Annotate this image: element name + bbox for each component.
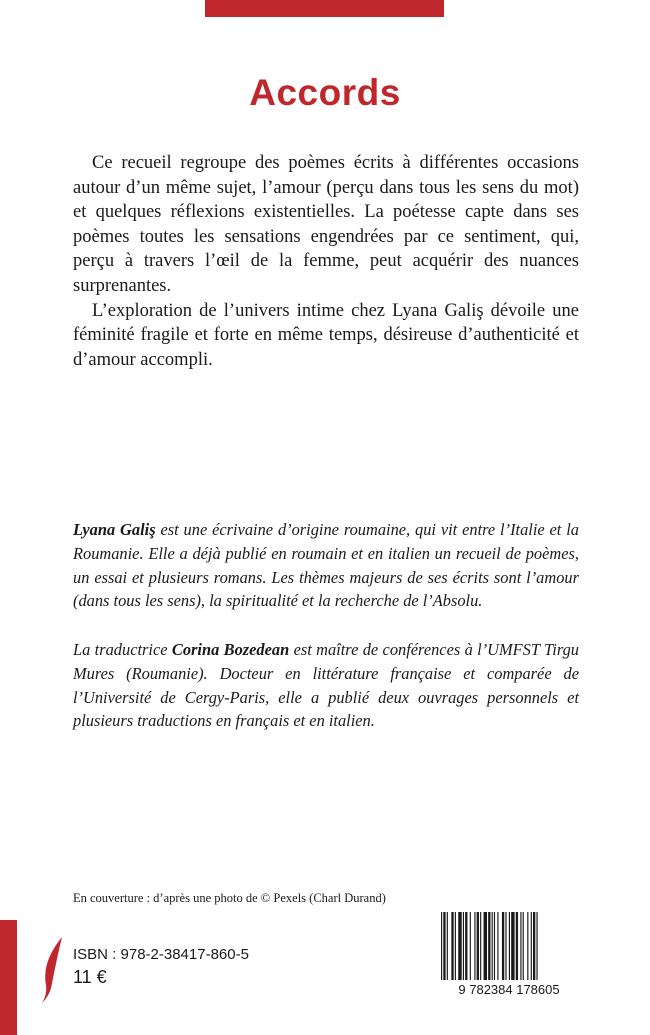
author-bio <box>73 518 579 613</box>
book-title: Accords <box>249 72 401 113</box>
barcode <box>438 910 580 997</box>
translator-prefix: La traductrice <box>73 640 172 659</box>
summary-paragraph-2: L’exploration de l’univers intime chez Lyana Galiş dévoile une féminité fragile et forte en même temps, désireuse d’authenticité et d’amour accompli. <box>73 300 579 370</box>
isbn-text: ISBN : 978-2-38417-860-5 <box>73 946 249 963</box>
summary-paragraph-1: Ce recueil regroupe des poèmes écrits à différentes occasions autour d’un même sujet, l’amour (perçu dans tous les sens du mot) et quelques réflexions existentielles. La poétesse capte dans ses poèmes toutes les sensations engendrées par ce sentiment, qui, perçu à travers l’œil de la femme, peut acquérir des nuances surprenantes. <box>73 153 579 296</box>
translator-bio-text: est maître de conférences à l’UMFST Tirgu Mures (Roumanie). Docteur en littérature française et comparée de l’Université de Cergy-Paris, elle a publié deux ouvrages personnels et plusieurs traductions en français et en italien. <box>73 640 579 731</box>
side-red-band <box>0 920 17 1035</box>
quill-logo-icon <box>40 935 66 1005</box>
translator-name: Corina Bozedean <box>171 640 290 659</box>
author-bio-text: est une écrivaine d’origine roumaine, qui vit entre l’Italie et la Roumanie. Elle a déjà publié en roumain et en italien un recueil de poèmes, un essai et plusieurs romans. Les thèmes majeurs de ses écrits sont l’amour (dans tous les sens), la spiritualité et la recherche de l’Absolu. <box>73 520 579 611</box>
top-red-band <box>205 0 444 17</box>
barcode-bars <box>441 912 538 980</box>
book-summary <box>73 151 579 372</box>
translator-bio <box>73 638 579 733</box>
cover-credit: En couverture : d’après une photo de © Pexels (Charl Durand) <box>73 891 386 905</box>
price-text: 11 € <box>73 967 107 987</box>
author-name: Lyana Galiş <box>73 520 156 539</box>
barcode-number: 9 782384 178605 <box>458 982 560 997</box>
